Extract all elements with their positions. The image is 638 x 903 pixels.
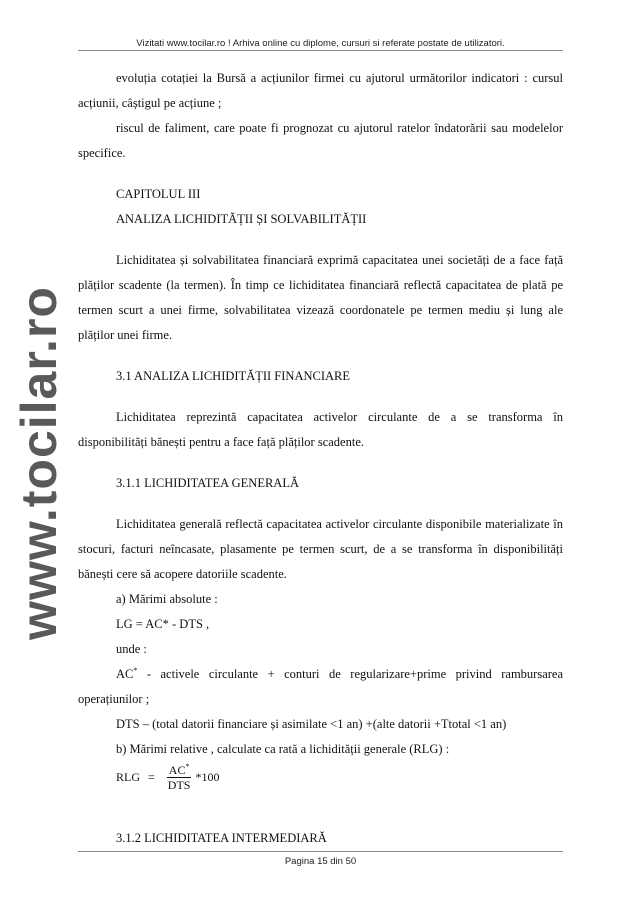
definition-ac <box>78 662 563 712</box>
definition-dts: DTS – (total datorii financiare și asimilate <1 an) +(alte datorii +Ttotal <1 an) <box>116 717 507 731</box>
page-footer: Pagina 15 din 50 <box>284 856 357 867</box>
page-content <box>78 66 563 851</box>
section-heading-3-1-1: 3.1.1 LICHIDITATEA GENERALĂ <box>116 476 300 490</box>
formula-rlg <box>78 758 563 796</box>
footer-divider <box>78 851 563 852</box>
chapter-title: ANALIZA LICHIDITĂȚII ȘI SOLVABILITĂȚII <box>116 212 367 226</box>
formula-numerator <box>167 763 192 778</box>
formula-equals: = <box>148 769 155 784</box>
paragraph-lichiditate-generala: Lichiditatea generală reflectă capacitatea activelor circulante disponibile materializate în stocuri, facturi neîncasate, plasamente pe termen scurt, de a se transforma în disponibilități bănești cere să acopere datoriile scadente. <box>78 517 563 581</box>
ac-definition: - activele circulante + conturi de regularizare+prime privind rambursarea operațiunilor ; <box>78 667 563 706</box>
formula-lg: LG = AC* - DTS , <box>116 617 210 631</box>
formula-lhs: RLG <box>116 769 140 784</box>
ac-superscript: * <box>133 665 138 675</box>
paragraph-lichiditate-solvabilitate: Lichiditatea și solvabilitatea financiară exprimă capacitatea unei societăți de a face față plăților scadente (la termen). În timp ce lichiditatea financiară reflectă capacitatea de plată pe termen scurt a unei firme, solvabilitatea vizează coordonatele pe termen mediu și lung ale plăților unei firme. <box>78 253 563 342</box>
list-item-relative: b) Mărimi relative , calculate ca rată a lichidității generale (RLG) : <box>116 742 450 756</box>
watermark-logo <box>11 228 67 698</box>
header-divider <box>78 50 563 51</box>
ac-symbol: AC <box>116 667 134 681</box>
numerator-sup: * <box>185 761 190 771</box>
list-item-absolute: a) Mărimi absolute : <box>116 592 218 606</box>
numerator-text: AC <box>168 762 186 777</box>
page-header: Vizitati www.tocilar.ro ! Arhiva online cu diplome, cursuri si referate postate de utilizatori. <box>136 38 505 49</box>
chapter-label: CAPITOLUL III <box>116 187 201 201</box>
watermark-text: www.tocilar.ro <box>11 286 67 640</box>
formula-denominator: DTS <box>167 777 191 792</box>
paragraph-lichiditate-def: Lichiditatea reprezintă capacitatea activelor circulante de a se transforma în disponibilități bănești pentru a face față plăților scadente. <box>78 410 563 449</box>
section-heading-3-1: 3.1 ANALIZA LICHIDITĂȚII FINANCIARE <box>116 369 350 383</box>
formula-multiplier: *100 <box>195 769 220 784</box>
formula-fraction <box>166 763 193 792</box>
section-heading-3-1-2: 3.1.2 LICHIDITATEA INTERMEDIARĂ <box>116 831 327 845</box>
paragraph-cotatie: evoluția cotației la Bursă a acțiunilor firmei cu ajutorul următorilor indicatori : cursul acțiunii, câștigul pe acțiune ; <box>78 71 563 110</box>
paragraph-risc: riscul de faliment, care poate fi prognozat cu ajutorul ratelor îndatorării sau modelelor specifice. <box>78 121 563 160</box>
where-label: unde : <box>116 642 147 656</box>
